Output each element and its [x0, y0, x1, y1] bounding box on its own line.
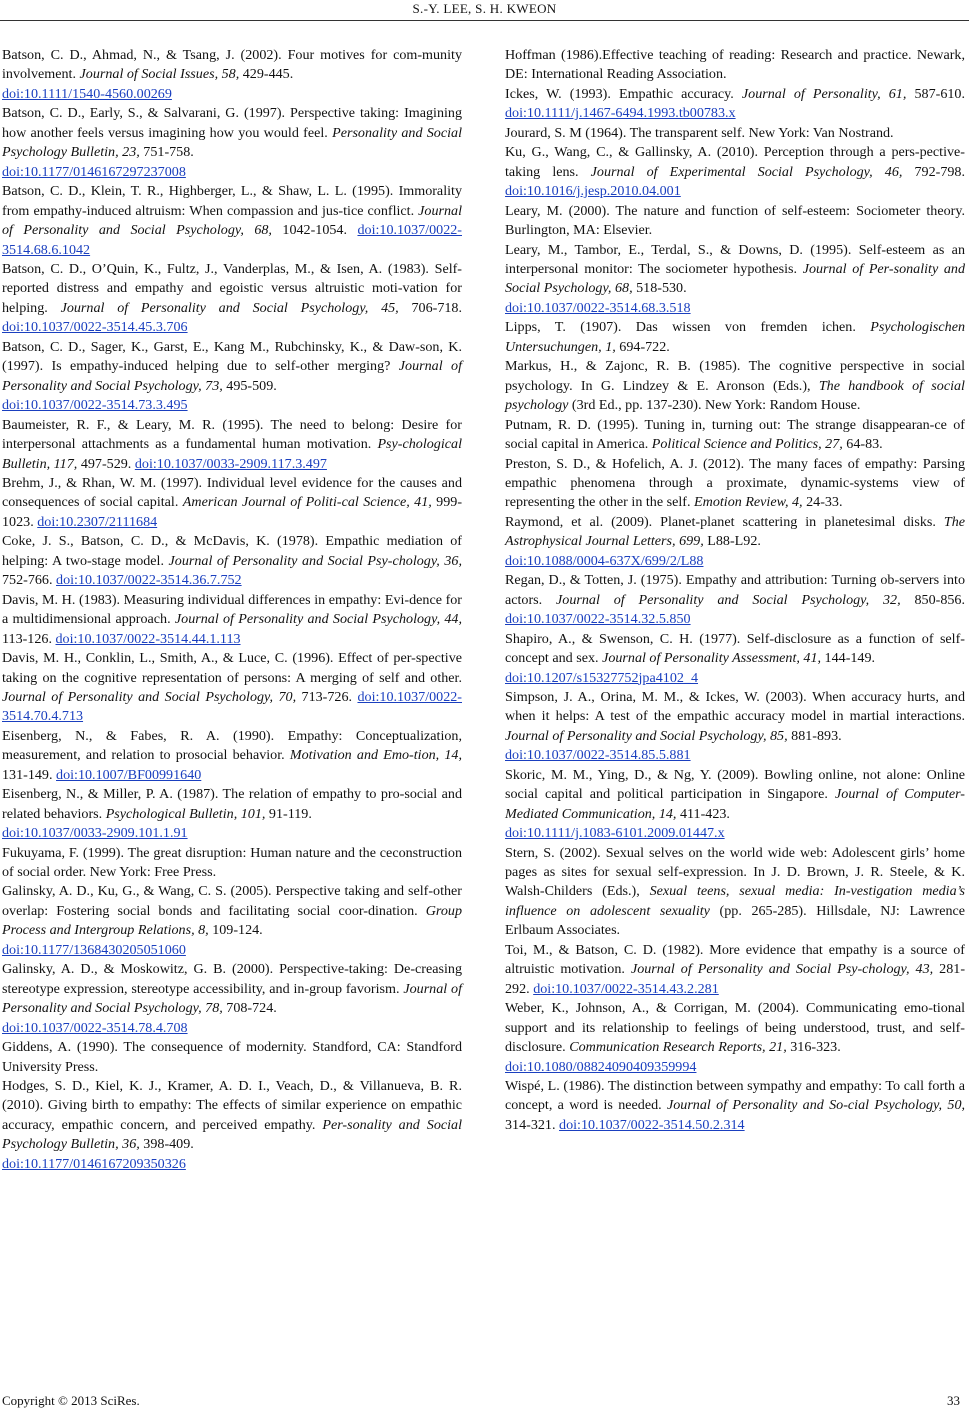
- reference-entry: [505, 513, 965, 571]
- reference-pages: 850-856.: [900, 591, 965, 608]
- reference-pages: 752-766.: [2, 572, 57, 589]
- reference-entry: [505, 844, 965, 941]
- reference-text: Galinsky, A. D., & Moskowitz, G. B. (2000). Perspective-taking: De-creasing stereotype expression, stereotype accessibility, and in-group favorism.: [2, 961, 462, 997]
- reference-text: Wispé, L. (1986). The distinction between sympathy and empathy: To call forth a concept, a word is needed.: [505, 1078, 965, 1114]
- reference-entry: [2, 46, 462, 104]
- reference-source-title: Journal of Social Issues, 58,: [79, 66, 240, 83]
- reference-pages: 518-530.: [632, 280, 687, 297]
- doi-link[interactable]: doi:10.1037/0033-2909.117.3.497: [134, 455, 327, 472]
- reference-source-title: The Astrophysical Journal Letters, 699,: [505, 513, 965, 550]
- reference-entry: [505, 766, 965, 844]
- reference-pages: 91-119.: [265, 805, 312, 822]
- reference-entry: [505, 143, 965, 201]
- reference-text: Toi, M., & Batson, C. D. (1982). More evidence that empathy is a source of altruistic motivation.: [505, 941, 965, 978]
- reference-entry: [505, 455, 965, 513]
- reference-entry: [505, 241, 965, 319]
- reference-entry: [505, 688, 965, 766]
- doi-link[interactable]: doi:10.1111/j.1083-6101.2009.01447.x: [505, 825, 725, 842]
- reference-source-title: Journal of Personality and Social Psy-chology, 43,: [630, 961, 934, 978]
- reference-text: Brehm, J., & Rhan, W. M. (1997). Individual level evidence for the causes and consequences of social capital.: [2, 474, 462, 511]
- reference-source-title: Group Process and Intergroup Relations, 8,: [2, 902, 462, 939]
- reference-pages: (pp. 265-285). Hillsdale, NJ: Lawrence Erlbaum Associates.: [505, 902, 966, 939]
- reference-entry: [2, 1038, 462, 1077]
- reference-text: Ickes, W. (1993). Empathic accuracy.: [505, 85, 742, 102]
- reference-source-title: Journal of Personality and Social Psychology, 70,: [2, 688, 297, 705]
- doi-link[interactable]: doi:10.1016/j.jesp.2010.04.001: [505, 183, 681, 200]
- reference-text: Fukuyama, F. (1999). The great disruption: Human nature and the ceconstruction of social order. New York: Free Press.: [2, 844, 462, 881]
- reference-source-title: Journal of Personality and Social Psychology, 73,: [2, 358, 462, 394]
- reference-entry: [2, 104, 462, 182]
- reference-source-title: Political Science and Politics, 27,: [651, 436, 843, 453]
- reference-entry: [505, 202, 965, 241]
- reference-pages: 587-610.: [906, 85, 966, 102]
- doi-link[interactable]: doi:10.1037/0022-3514.68.6.1042: [2, 222, 462, 258]
- reference-text: Davis, M. H., Conklin, L., Smith, A., & Luce, C. (1996). Effect of per-spective taking on the cognitive representation of persons: A merging of self and other.: [2, 650, 462, 686]
- reference-source-title: Motivation and Emo-tion, 14,: [289, 747, 462, 764]
- doi-link[interactable]: doi:10.1088/0004-637X/699/2/L88: [505, 552, 704, 569]
- doi-link[interactable]: doi:10.1080/08824090409359994: [505, 1058, 697, 1075]
- reference-source-title: Journal of Personality, 61,: [741, 85, 907, 102]
- page-number: 33: [947, 1393, 960, 1408]
- reference-pages: 881-893.: [787, 727, 842, 744]
- reference-source-title: Journal of Personality and Social Psychology, 32,: [556, 591, 901, 608]
- reference-source-title: Journal of Per-sonality and Social Psychology, 68,: [505, 260, 966, 297]
- reference-entry: [2, 649, 462, 727]
- reference-pages: 497-529.: [77, 455, 135, 472]
- copyright-notice: Copyright © 2013 SciRes.: [2, 1393, 140, 1408]
- reference-text: Markus, H., & Zajonc, R. B. (1985). The cognitive perspective in social psychology. In G. Lindzey & E. Aronson (Eds.),: [505, 358, 965, 394]
- doi-link[interactable]: doi:10.1037/0022-3514.43.2.281: [533, 980, 719, 997]
- reference-text: Preston, S. D., & Hofelich, A. J. (2012). The many faces of empathy: Parsing empathic phenomena through a proximate, dynamic-systems view of representing the other in the self.: [505, 455, 965, 511]
- reference-entry: [505, 318, 965, 357]
- reference-pages: 144-149.: [821, 650, 876, 667]
- doi-link[interactable]: doi:10.1037/0022-3514.85.5.881: [505, 747, 691, 764]
- reference-text: Leary, M., Tambor, E., Terdal, S., & Downs, D. (1995). Self-esteem as an interpersonal monitor: The sociometer hypothesis.: [505, 241, 965, 277]
- reference-source-title: Journal of Personality and Social Psychology, 68,: [2, 202, 462, 239]
- reference-source-title: Psychological Bulletin, 101,: [105, 805, 266, 822]
- reference-pages: 708-724.: [222, 1000, 277, 1017]
- reference-entry: [2, 416, 462, 474]
- reference-text: Stern, S. (2002). Sexual selves on the world wide web: Adolescent girls’ home pages as sites for sexual self-expression. In J. D. Brown, J. R. Steele, & K. Walsh-Childers (Eds.),: [505, 844, 965, 900]
- reference-entry: [505, 1077, 965, 1135]
- reference-pages: 999-1023.: [2, 494, 463, 530]
- reference-text: Coke, J. S., Batson, C. D., & McDavis, K. (1978). Empathic mediation of helping: A two-stage model.: [2, 533, 462, 569]
- reference-text: Batson, C. D., Early, S., & Salvarani, G. (1997). Perspective taking: Imagining how another feels versus imagining how you would feel.: [2, 105, 462, 141]
- reference-source-title: The handbook of social psychology: [505, 377, 965, 414]
- reference-entry: [505, 941, 965, 999]
- reference-entry: [2, 182, 462, 260]
- reference-text: Putnam, R. D. (1995). Tuning in, turning out: The strange disappearan-ce of social capital in America.: [505, 416, 965, 453]
- reference-source-title: Journal of Personality and Social Psychology, 85,: [505, 727, 788, 744]
- reference-source-title: American Journal of Politi-cal Science, 41,: [182, 494, 432, 511]
- reference-pages: 64-83.: [842, 436, 883, 453]
- reference-pages: 792-798.: [902, 163, 965, 180]
- reference-source-title: Journal of Personality and Social Psychology, 45,: [60, 299, 399, 316]
- reference-source-title: Communication Research Reports, 21,: [569, 1039, 787, 1056]
- reference-entry: [2, 960, 462, 1038]
- reference-pages: 429-445.: [239, 66, 294, 83]
- reference-source-title: Personality and Social Psychology Bulletin, 23,: [2, 124, 462, 161]
- doi-link[interactable]: doi:10.1037/0022-3514.73.3.495: [2, 397, 188, 414]
- reference-pages: L88-L92.: [703, 533, 761, 550]
- reference-entry: [505, 124, 965, 143]
- reference-pages: 1042-1054.: [271, 222, 358, 239]
- reference-text: Ku, G., Wang, C., & Gallinsky, A. (2010). Perception through a pers-pective-taking lens.: [505, 144, 965, 180]
- reference-source-title: Psychologischen Untersuchungen, 1,: [505, 319, 965, 355]
- reference-pages: 113-126.: [2, 630, 56, 647]
- doi-link[interactable]: doi:10.1037/0022-3514.36.7.752: [56, 572, 242, 589]
- doi-link[interactable]: doi:10.1177/0146167297237008: [2, 163, 186, 180]
- reference-text: Weber, K., Johnson, A., & Corrigan, M. (2004). Communicating emo-tional support and its relationship to feelings of being understood, trust, and self-disclosure.: [505, 1000, 965, 1056]
- doi-link[interactable]: doi:10.1111/j.1467-6494.1993.tb00783.x: [505, 105, 736, 122]
- reference-text: Shapiro, A., & Swenson, C. H. (1977). Self-disclosure as a function of self-concept and sex.: [505, 630, 965, 667]
- reference-entry: [505, 85, 965, 124]
- reference-source-title: Per-sonality and Social Psychology Bulletin, 36,: [2, 1116, 462, 1153]
- reference-pages: 495-509.: [222, 377, 277, 394]
- reference-pages: 694-722.: [615, 338, 670, 355]
- doi-link[interactable]: doi:10.1037/0022-3514.32.5.850: [505, 611, 691, 628]
- reference-text: Galinsky, A. D., Ku, G., & Wang, C. S. (2005). Perspective taking and self-other overlap: Fostering social bonds and facilitating social coor-dination.: [2, 883, 462, 919]
- reference-entry: [2, 727, 462, 785]
- reference-text: Batson, C. D., Ahmad, N., & Tsang, J. (2002). Four motives for com-munity involvement.: [2, 47, 462, 83]
- running-head: [0, 0, 969, 26]
- reference-pages: 281-292.: [505, 961, 966, 997]
- reference-text: Jourard, S. M (1964). The transparent self. New York: Van Nostrand.: [505, 124, 894, 141]
- reference-entry: [2, 338, 462, 416]
- reference-entry: [2, 882, 462, 960]
- doi-link[interactable]: doi:10.1037/0022-3514.44.1.113: [55, 630, 241, 647]
- reference-source-title: Psy-chological Bulletin, 117,: [2, 436, 462, 472]
- reference-pages: 109-124.: [208, 922, 263, 939]
- reference-pages: 751-758.: [139, 144, 194, 161]
- reference-text: Leary, M. (2000). The nature and function of self-esteem: Sociometer theory. Burlington, MA: Elsevier.: [505, 202, 965, 239]
- reference-text: Regan, D., & Totten, J. (1975). Empathy and attribution: Turning ob-servers into actors.: [505, 572, 965, 608]
- reference-pages: 398-409.: [139, 1136, 194, 1153]
- reference-text: Hodges, S. D., Kiel, K. J., Kramer, A. D. I., Veach, D., & Villanueva, B. R. (2010). Giving birth to empathy: The effects of similar experience on empathic accuracy, empathic concern, and perceived empathy.: [2, 1078, 462, 1133]
- reference-entry: [2, 532, 462, 590]
- doi-link[interactable]: doi:10.1037/0022-3514.45.3.706: [2, 319, 188, 336]
- reference-text: Eisenberg, N., & Fabes, R. A. (1990). Empathy: Conceptualization, measurement, and relation to prosocial behavior.: [2, 727, 462, 764]
- doi-link[interactable]: doi:10.1007/BF00991640: [56, 766, 202, 783]
- reference-pages: 706-718.: [398, 299, 462, 316]
- reference-entry: [2, 591, 462, 649]
- reference-entry: [505, 630, 965, 688]
- reference-text: Raymond, et al. (2009). Planet-planet scattering in planetesimal disks.: [505, 513, 944, 530]
- reference-entry: [2, 260, 462, 338]
- reference-text: Hoffman (1986).Effective teaching of reading: Research and practice. Newark, DE: International Reading Association.: [505, 47, 965, 83]
- reference-entry: [2, 474, 462, 532]
- doi-link[interactable]: doi:10.1037/0022-3514.78.4.708: [2, 1019, 188, 1036]
- reference-pages: 713-726.: [296, 688, 358, 705]
- references-right-column: [505, 46, 965, 1135]
- reference-pages: 314-321.: [505, 1116, 560, 1133]
- reference-source-title: Sexual teens, sexual media: In-vestigation media’s influence on adolescent sexuality: [505, 883, 966, 919]
- doi-link[interactable]: doi:10.2307/2111684: [37, 513, 158, 530]
- running-head-text: S.-Y. LEE, S. H. KWEON: [412, 1, 557, 16]
- references-left-column: [2, 46, 462, 1174]
- header-rule: [0, 20, 969, 21]
- reference-source-title: Journal of Personality and So-cial Psychology, 50,: [666, 1097, 966, 1114]
- doi-link[interactable]: doi:10.1177/0146167209350326: [2, 1155, 186, 1172]
- reference-pages: 24-33.: [802, 494, 843, 511]
- reference-text: Lipps, T. (1907). Das wissen von fremden ichen.: [505, 319, 871, 336]
- reference-entry: [505, 999, 965, 1077]
- reference-pages: 316-323.: [786, 1039, 841, 1056]
- reference-entry: [2, 785, 462, 843]
- reference-entry: [505, 357, 965, 415]
- reference-source-title: Journal of Experimental Social Psychology, 46,: [590, 163, 903, 180]
- reference-entry: [2, 1077, 462, 1174]
- reference-text: Batson, C. D., Sager, K., Garst, E., Kang M., Rubchinsky, K., & Daw-son, K. (1997). Is empathy-induced helping due to self-other merging?: [2, 338, 462, 375]
- reference-source-title: Emotion Review, 4,: [694, 494, 803, 511]
- reference-text: Batson, C. D., Klein, T. R., Highberger, L., & Shaw, L. L. (1995). Immorality from empathy-induced altruism: When compassion and jus-tice conflict.: [2, 183, 462, 219]
- reference-entry: [2, 844, 462, 883]
- doi-link[interactable]: doi:10.1111/1540-4560.00269: [2, 85, 172, 102]
- reference-entry: [505, 46, 965, 85]
- doi-link[interactable]: doi:10.1037/0022-3514.68.3.518: [505, 299, 691, 316]
- reference-entry: [505, 571, 965, 629]
- doi-link[interactable]: doi:10.1037/0033-2909.101.1.91: [2, 825, 188, 842]
- reference-pages: 131-149.: [2, 766, 57, 783]
- reference-text: Eisenberg, N., & Miller, P. A. (1987). The relation of empathy to pro-social and related behaviors.: [2, 786, 462, 822]
- reference-pages: (3rd Ed., pp. 137-230). New York: Random House.: [568, 397, 861, 414]
- reference-text: Simpson, J. A., Orina, M. M., & Ickes, W. (2003). When accuracy hurts, and when it helps: A test of the empathic accuracy model in martial interactions.: [505, 688, 965, 725]
- reference-text: Batson, C. D., O’Quin, K., Fultz, J., Vanderplas, M., & Isen, A. (1983). Self-reported distress and empathy and egoistic versus altruistic moti-vation for helping.: [2, 260, 462, 316]
- reference-text: Skoric, M. M., Ying, D., & Ng, Y. (2009). Bowling online, not alone: Online social capital and political participation in Singapore.: [505, 766, 965, 803]
- doi-link[interactable]: doi:10.1177/1368430205051060: [2, 941, 186, 958]
- reference-entry: [505, 416, 965, 455]
- reference-source-title: Journal of Personality and Social Psy-chology, 36,: [168, 552, 462, 569]
- doi-link[interactable]: doi:10.1037/0022-3514.70.4.713: [2, 688, 462, 725]
- reference-text: Giddens, A. (1990). The consequence of modernity. Standford, CA: Standford University Press.: [2, 1039, 462, 1075]
- reference-source-title: Journal of Computer-Mediated Communication, 14,: [505, 786, 965, 822]
- doi-link[interactable]: doi:10.1207/s15327752jpa4102_4: [505, 669, 699, 686]
- reference-text: Davis, M. H. (1983). Measuring individual differences in empathy: Evi-dence for a multidimensional approach.: [2, 591, 462, 628]
- reference-source-title: Journal of Personality and Social Psychology, 44,: [174, 611, 462, 628]
- reference-text: Baumeister, R. F., & Leary, M. R. (1995). The need to belong: Desire for interpersonal attachments as a fundamental human motivation.: [2, 416, 462, 453]
- reference-source-title: Journal of Personality and Social Psychology, 78,: [2, 980, 462, 1017]
- reference-source-title: Journal of Personality Assessment, 41,: [602, 650, 822, 667]
- doi-link[interactable]: doi:10.1037/0022-3514.50.2.314: [559, 1116, 745, 1133]
- reference-pages: 411-423.: [676, 805, 730, 822]
